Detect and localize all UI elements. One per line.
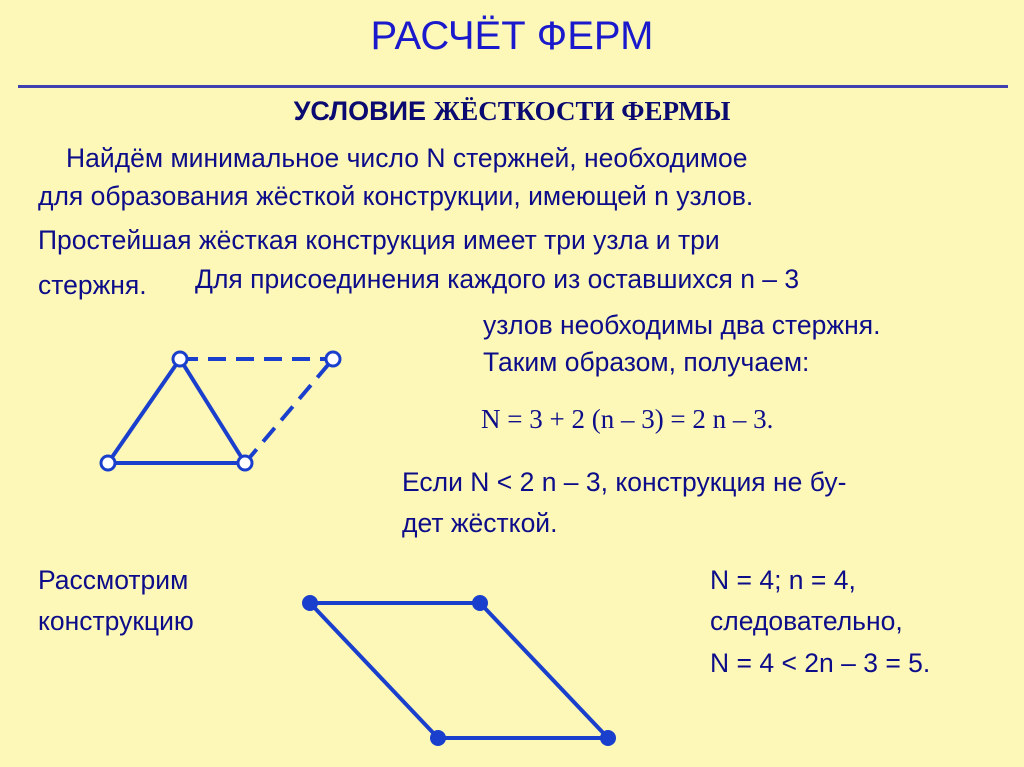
added-node bbox=[326, 352, 340, 366]
truss-bar-right bbox=[180, 359, 245, 463]
example-line-2: следовательно, bbox=[710, 606, 903, 636]
consider-line-1: Рассмотрим bbox=[38, 565, 189, 595]
parallelogram-bar-right bbox=[480, 603, 608, 738]
paragraph-line-1: Найдём минимальное число N стержней, необходимое bbox=[66, 143, 748, 173]
paragraph-line-6: Таким образом, получаем: bbox=[483, 347, 810, 377]
rigidity-formula: N = 3 + 2 (n – 3) = 2 n – 3. bbox=[481, 404, 774, 434]
truss-bar-left bbox=[108, 359, 180, 463]
example-line-1: N = 4; n = 4, bbox=[710, 565, 856, 595]
parallelogram-bar-left bbox=[310, 603, 438, 738]
paragraph-line-5: узлов необходимы два стержня. bbox=[483, 310, 881, 340]
truss-node bbox=[173, 352, 187, 366]
paragraph-line-4a: стержня. bbox=[38, 270, 147, 300]
subtitle-part-2: ЖЁСТКОСТИ ФЕРМЫ bbox=[433, 96, 731, 126]
dashed-bar-diagonal bbox=[245, 359, 333, 463]
slide-title: РАСЧЁТ ФЕРМ bbox=[370, 14, 654, 58]
parallelogram-node bbox=[472, 595, 488, 611]
paragraph-line-4b: Для присоединения каждого из оставшихся n – 3 bbox=[195, 264, 800, 294]
example-line-3: N = 4 < 2n – 3 = 5. bbox=[710, 648, 931, 678]
title-divider bbox=[18, 85, 1008, 88]
consider-line-2: конструкцию bbox=[38, 606, 194, 636]
paragraph-line-3: Простейшая жёсткая конструкция имеет три узла и три bbox=[38, 225, 720, 255]
parallelogram-node bbox=[302, 595, 318, 611]
triangle-truss-diagram bbox=[90, 345, 350, 480]
truss-node bbox=[101, 456, 115, 470]
parallelogram-node bbox=[600, 730, 616, 746]
section-subtitle bbox=[0, 96, 1024, 127]
condition-line-2: дет жёсткой. bbox=[402, 508, 558, 538]
paragraph-line-2: для образования жёсткой конструкции, имеющей n узлов. bbox=[38, 181, 754, 211]
parallelogram-node bbox=[430, 730, 446, 746]
truss-node bbox=[238, 456, 252, 470]
condition-line-1: Если N < 2 n – 3, конструкция не бу- bbox=[402, 467, 847, 497]
parallelogram-truss-diagram bbox=[290, 590, 630, 750]
subtitle-part-1: УСЛОВИЕ bbox=[293, 96, 434, 126]
